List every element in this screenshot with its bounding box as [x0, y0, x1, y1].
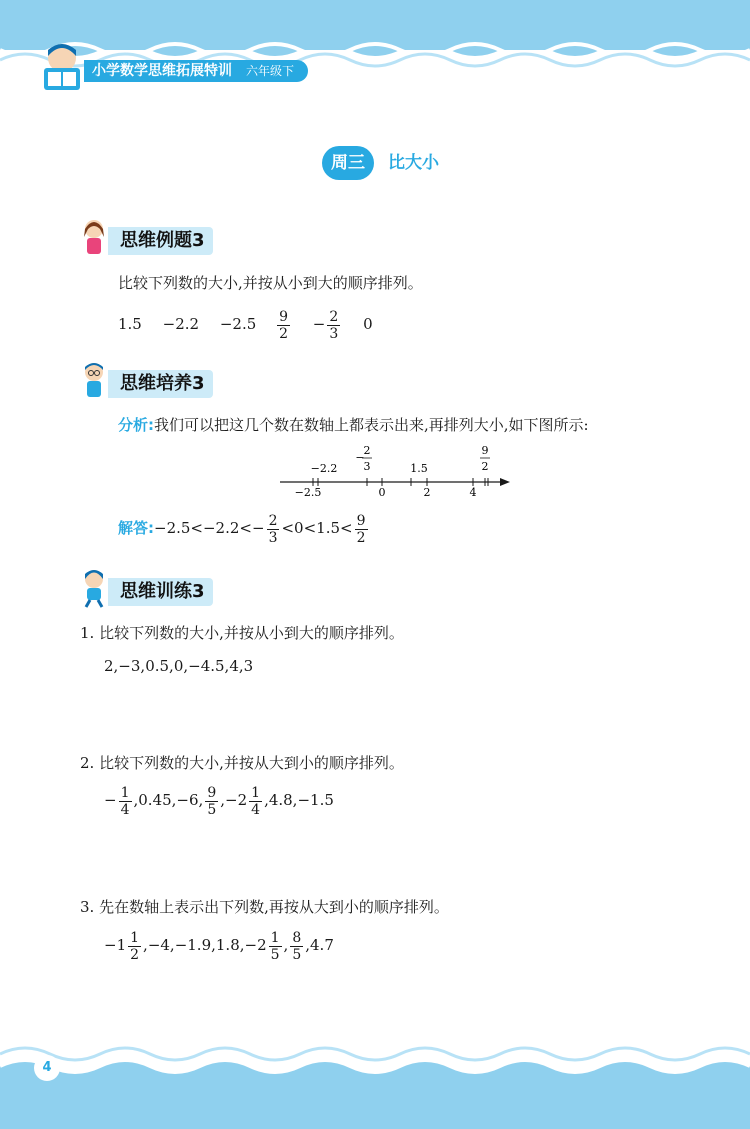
example-number: 1.5	[118, 315, 142, 333]
grade-label: 六年级下	[246, 64, 295, 78]
example-heading-label: 思维例题3	[108, 227, 213, 255]
day-badge: 周三	[322, 146, 374, 180]
example-number: −2.5	[219, 315, 257, 333]
example-fraction: $\frac{2}{3}$	[329, 308, 339, 342]
answer-part: <0<1.5<	[281, 519, 353, 537]
axis-label-above: 9	[481, 444, 489, 457]
example-fraction: $\frac{9}{2}$	[279, 308, 288, 342]
day-topic: 比大小	[388, 153, 439, 173]
axis-label-above: 3	[363, 460, 371, 473]
answer-part: −2.5<−2.2<−	[154, 519, 265, 537]
page-number: 4	[34, 1055, 60, 1081]
analysis-text: 我们可以把这几个数在数轴上都表示出来,再排列大小,如下图所示:	[154, 416, 589, 434]
example-numbers	[118, 306, 373, 342]
number-line-diagram	[280, 440, 510, 500]
analysis-line	[118, 414, 589, 436]
example-prompt: 比较下列数的大小,并按从小到大的顺序排列。	[118, 274, 423, 292]
question-1-text: 1. 比较下列数的大小,并按从小到大的顺序排列。	[80, 624, 404, 642]
practice-heading-label: 思维训练3	[108, 578, 213, 606]
axis-label-above: −2.2	[310, 462, 338, 475]
fraction: $\frac{1}{5}$	[270, 929, 280, 963]
book-title-banner	[84, 60, 308, 82]
fraction: $\frac{1}{2}$	[130, 929, 140, 963]
reading-kid-icon	[34, 38, 90, 94]
answer-line	[118, 508, 370, 548]
question-3-text: 3. 先在数轴上表示出下列数,再按从大到小的顺序排列。	[80, 898, 449, 916]
fraction: $\frac{9}{5}$	[207, 784, 217, 818]
answer-fraction: $\frac{9}{2}$	[356, 512, 366, 546]
footer-wave-band	[0, 1040, 750, 1129]
book-title: 小学数学思维拓展特训	[92, 63, 232, 79]
example-number: −2.2	[162, 315, 200, 333]
minus-sign: −	[312, 315, 326, 333]
training-heading-label: 思维培养3	[108, 370, 213, 398]
question-2-text: 2. 比较下列数的大小,并按从大到小的顺序排列。	[80, 754, 404, 772]
question-2-values: − $\frac{1}{4}$ ,0.45,−6, $\frac{9}{5}$ ,−2 $\frac{1}{4}$ ,4.8,−1.5	[104, 784, 334, 818]
axis-label-below: 0	[378, 486, 386, 499]
axis-label-below: 2	[423, 486, 431, 499]
axis-label-above: 1.5	[410, 462, 428, 475]
axis-label-below: 4	[469, 486, 477, 499]
example-number: 0	[363, 315, 373, 333]
axis-label-below: −2.5	[294, 486, 322, 499]
question-3-values: −1 $\frac{1}{2}$ ,−4,−1.9,1.8,−2 $\frac{1}{5}$ , $\frac{8}{5}$ ,4.7	[104, 929, 334, 963]
axis-label-above: −	[355, 451, 365, 464]
answer-label: 解答:	[118, 519, 154, 537]
axis-label-above: 2	[363, 444, 371, 457]
fraction: $\frac{1}{4}$	[251, 784, 261, 818]
fraction: $\frac{8}{5}$	[292, 929, 302, 963]
fraction: $\frac{1}{4}$	[120, 784, 130, 818]
axis-label-above: 2	[481, 460, 489, 473]
header-wave-band	[0, 0, 750, 110]
question-1-values: 2,−3,0.5,0,−4.5,4,3	[104, 657, 254, 675]
analysis-label: 分析:	[118, 416, 154, 434]
answer-fraction: $\frac{2}{3}$	[268, 512, 278, 546]
